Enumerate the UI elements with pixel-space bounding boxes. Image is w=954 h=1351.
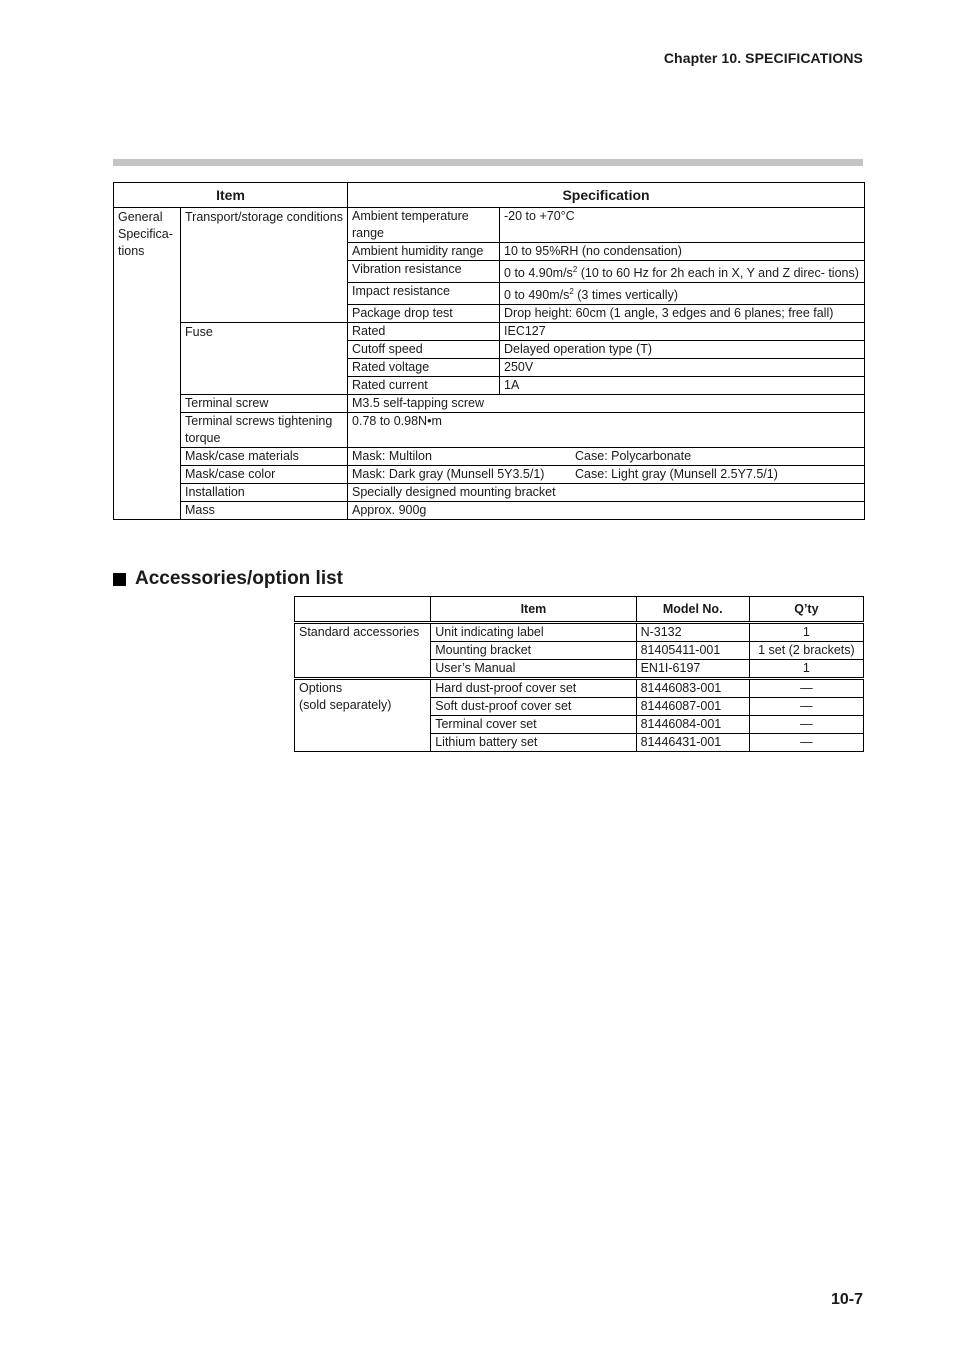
case-color: Case: Light gray (Munsell 2.5Y7.5/1) — [575, 467, 778, 482]
chapter-header: Chapter 10. SPECIFICATIONS — [663, 50, 863, 66]
spec-name: Rated — [348, 323, 500, 341]
column-header-blank — [295, 597, 431, 623]
model-cell: 81446431-001 — [636, 734, 749, 752]
specifications-table — [113, 182, 865, 520]
table-header-row — [114, 183, 865, 208]
spec-value — [500, 261, 865, 283]
mass-value: Approx. 900g — [348, 502, 865, 520]
mask-material: Mask: Multilon — [352, 449, 432, 464]
superscript: 2 — [572, 265, 578, 274]
column-header-specification: Specification — [348, 183, 865, 208]
table-row — [114, 323, 865, 341]
item-cell: Hard dust-proof cover set — [431, 679, 636, 698]
table-row — [114, 413, 865, 448]
accessories-section-title — [113, 568, 343, 590]
table-row — [114, 448, 865, 466]
qty-cell: — — [749, 716, 863, 734]
column-header-item: Item — [114, 183, 348, 208]
spec-value: IEC127 — [500, 323, 865, 341]
torque-value: 0.78 to 0.98N•m — [348, 413, 865, 448]
spec-value — [500, 283, 865, 305]
spec-name: Cutoff speed — [348, 341, 500, 359]
table-row — [295, 679, 864, 698]
options-group-line2: (sold separately) — [299, 698, 392, 712]
page-number: 10-7 — [830, 1291, 863, 1308]
mask-color: Mask: Dark gray (Munsell 5Y3.5/1) — [352, 467, 545, 482]
column-header-qty: Q’ty — [749, 597, 863, 623]
item-cell: Unit indicating label — [431, 623, 636, 642]
qty-cell: 1 — [749, 660, 863, 679]
torque-label: Terminal screws tightening torque — [181, 413, 348, 448]
model-cell: 81405411-001 — [636, 642, 749, 660]
section-divider — [113, 159, 863, 166]
item-cell: Soft dust-proof cover set — [431, 698, 636, 716]
model-cell: N-3132 — [636, 623, 749, 642]
color-label: Mask/case color — [181, 466, 348, 484]
materials-value — [348, 448, 865, 466]
accessories-title-text: Accessories/option list — [135, 568, 344, 589]
installation-label: Installation — [181, 484, 348, 502]
qty-cell: — — [749, 698, 863, 716]
transport-storage-label: Transport/storage conditions — [181, 208, 348, 323]
mass-label: Mass — [181, 502, 348, 520]
table-header-row — [295, 597, 864, 623]
spec-value: -20 to +70°C — [500, 208, 865, 243]
item-cell: Mounting bracket — [431, 642, 636, 660]
column-header-item: Item — [431, 597, 636, 623]
terminal-screw-label: Terminal screw — [181, 395, 348, 413]
table-row — [114, 502, 865, 520]
item-cell: Terminal cover set — [431, 716, 636, 734]
table-row — [114, 208, 865, 243]
spec-name: Impact resistance — [348, 283, 500, 305]
superscript: 2 — [569, 287, 574, 297]
spec-name: Rated current — [348, 377, 500, 395]
spec-name: Ambient temperature range — [348, 208, 500, 243]
table-row — [114, 466, 865, 484]
installation-value: Specially designed mounting bracket — [348, 484, 865, 502]
qty-cell: — — [749, 679, 863, 698]
table-row — [114, 484, 865, 502]
spec-value: Delayed operation type (T) — [500, 341, 865, 359]
item-cell: Lithium battery set — [431, 734, 636, 752]
fuse-label: Fuse — [181, 323, 348, 395]
standard-accessories-group: Standard accessories — [295, 623, 431, 679]
qty-cell: — — [749, 734, 863, 752]
square-bullet-icon — [113, 573, 126, 586]
spec-value: Drop height: 60cm (1 angle, 3 edges and 6 planes; free fall) — [500, 305, 865, 323]
model-cell: 81446084-001 — [636, 716, 749, 734]
column-header-model: Model No. — [636, 597, 749, 623]
value-text: 0 to 490m/s — [504, 288, 570, 303]
table-row — [295, 623, 864, 642]
value-text: 0 to 4.90m/s — [504, 266, 573, 281]
spec-name: Vibration resistance — [348, 261, 500, 283]
spec-value: 250V — [500, 359, 865, 377]
value-text: (10 to 60 Hz for 2h each in X, Y and Z direc- tions) — [577, 266, 859, 281]
spec-value: 10 to 95%RH (no condensation) — [500, 243, 865, 261]
value-text: (3 times vertically) — [573, 288, 678, 303]
table-row — [114, 395, 865, 413]
spec-name: Package drop test — [348, 305, 500, 323]
model-cell: 81446087-001 — [636, 698, 749, 716]
qty-cell: 1 set (2 brackets) — [749, 642, 863, 660]
options-group-line1: Options — [299, 681, 343, 695]
group-general-specifications: General Specifica- tions — [114, 208, 181, 520]
spec-name: Rated voltage — [348, 359, 500, 377]
terminal-screw-value: M3.5 self-tapping screw — [348, 395, 865, 413]
case-material: Case: Polycarbonate — [575, 449, 692, 464]
item-cell: User’s Manual — [431, 660, 636, 679]
options-group — [295, 679, 431, 752]
accessories-table — [294, 596, 864, 752]
model-cell: 81446083-001 — [636, 679, 749, 698]
qty-cell: 1 — [749, 623, 863, 642]
model-cell: EN1I-6197 — [636, 660, 749, 679]
color-value — [348, 466, 865, 484]
spec-value: 1A — [500, 377, 865, 395]
spec-name: Ambient humidity range — [348, 243, 500, 261]
materials-label: Mask/case materials — [181, 448, 348, 466]
